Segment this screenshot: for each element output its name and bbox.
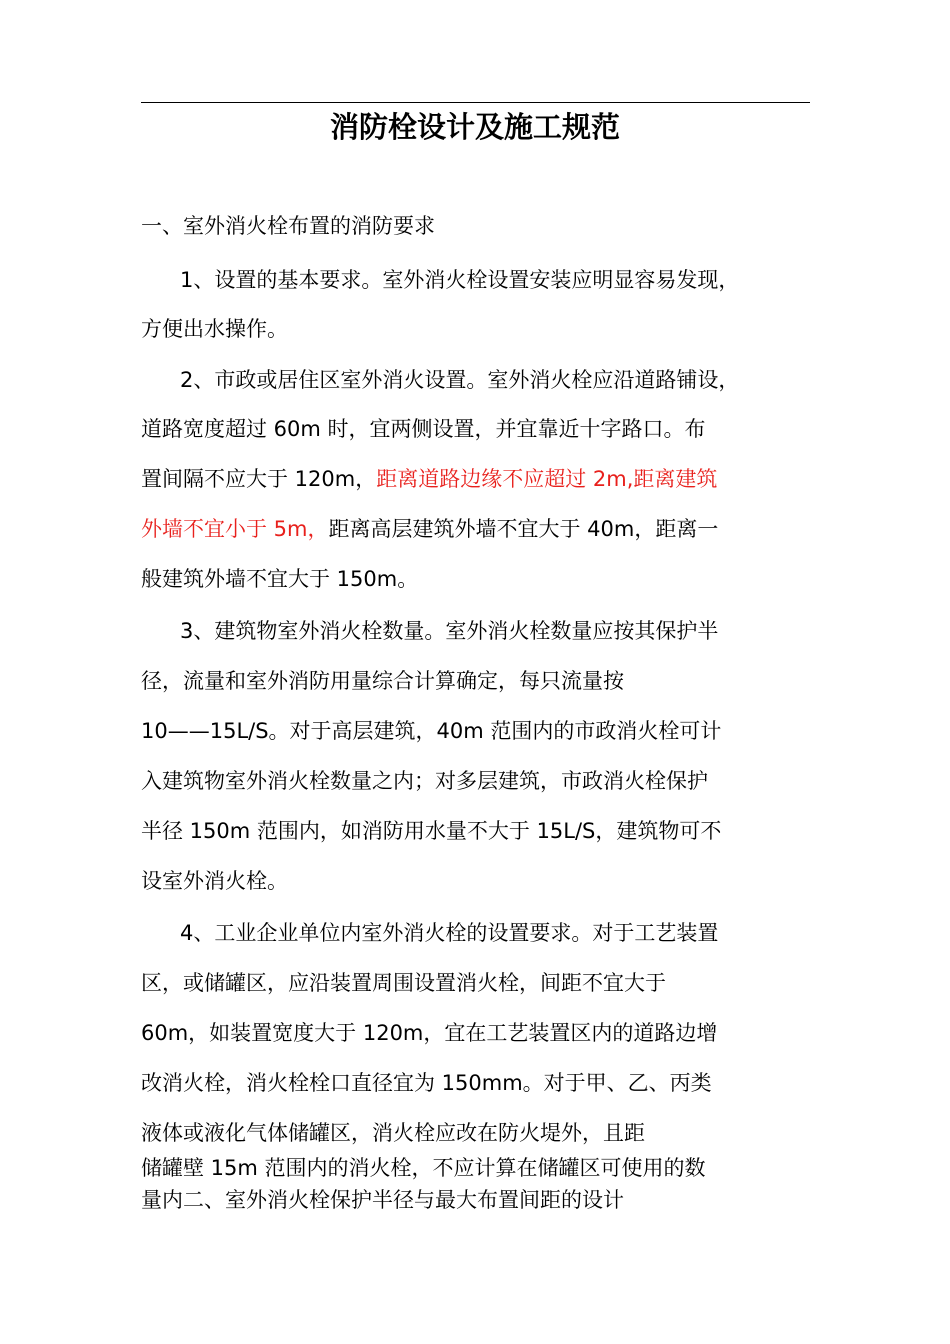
paragraph-line: 10——15L/S。对于高层建筑，40m 范围内的市政消火栓可计 <box>141 719 722 743</box>
paragraph-line: 2、市政或居住区室外消火设置。室外消火栓应沿道路铺设， <box>180 368 740 392</box>
paragraph-line: 1、设置的基本要求。室外消火栓设置安装应明显容易发现， <box>180 268 740 292</box>
paragraph-line: 道路宽度超过 60m 时，宜两侧设置，并宜靠近十字路口。布 <box>141 417 706 441</box>
paragraph-line <box>141 461 717 497</box>
paragraph-line: 入建筑物室外消火栓数量之内；对多层建筑，市政消火栓保护 <box>141 769 708 793</box>
page-title: 消防栓设计及施工规范 <box>329 110 620 144</box>
paragraph-line: 方便出水操作。 <box>141 317 288 341</box>
paragraph-line: 储罐壁 15m 范围内的消火栓，不应计算在储罐区可使用的数 <box>141 1156 706 1180</box>
paragraph-line: 设室外消火栓。 <box>141 869 288 893</box>
paragraph-line: 3、建筑物室外消火栓数量。室外消火栓数量应按其保护半 <box>180 619 719 643</box>
paragraph-line: 径，流量和室外消防用量综合计算确定，每只流量按 <box>141 669 624 693</box>
line-text: 距离高层建筑外墙不宜大于 40m，距离一 <box>328 517 719 541</box>
paragraph-line: 4、工业企业单位内室外消火栓的设置要求。对于工艺装置 <box>180 921 719 945</box>
line-text: 置间隔不应大于 120m， <box>141 467 377 491</box>
paragraph-line: 区，或储罐区，应沿装置周围设置消火栓，间距不宜大于 <box>141 971 666 995</box>
paragraph-line: 改消火栓，消火栓栓口直径宜为 150mm。对于甲、乙、丙类 <box>141 1071 712 1095</box>
paragraph-line: 般建筑外墙不宜大于 150m。 <box>141 567 419 591</box>
paragraph-line <box>141 511 718 547</box>
paragraph-line: 液体或液化气体储罐区，消火栓应改在防火堤外，且距 <box>141 1121 645 1145</box>
paragraph-line: 量内二、室外消火栓保护半径与最大布置间距的设计 <box>141 1188 624 1212</box>
paragraph-line: 半径 150m 范围内，如消防用水量不大于 15L/S，建筑物可不 <box>141 819 722 843</box>
paragraph-line: 60m，如装置宽度大于 120m，宜在工艺装置区内的道路边增 <box>141 1021 718 1045</box>
highlighted-requirement: 外墙不宜小于 5m， <box>141 517 329 541</box>
section-heading: 一、室外消火栓布置的消防要求 <box>141 214 435 238</box>
header-rule <box>141 102 810 103</box>
highlighted-requirement: 距离道路边缘不应超过 2m,距离建筑 <box>376 467 718 491</box>
